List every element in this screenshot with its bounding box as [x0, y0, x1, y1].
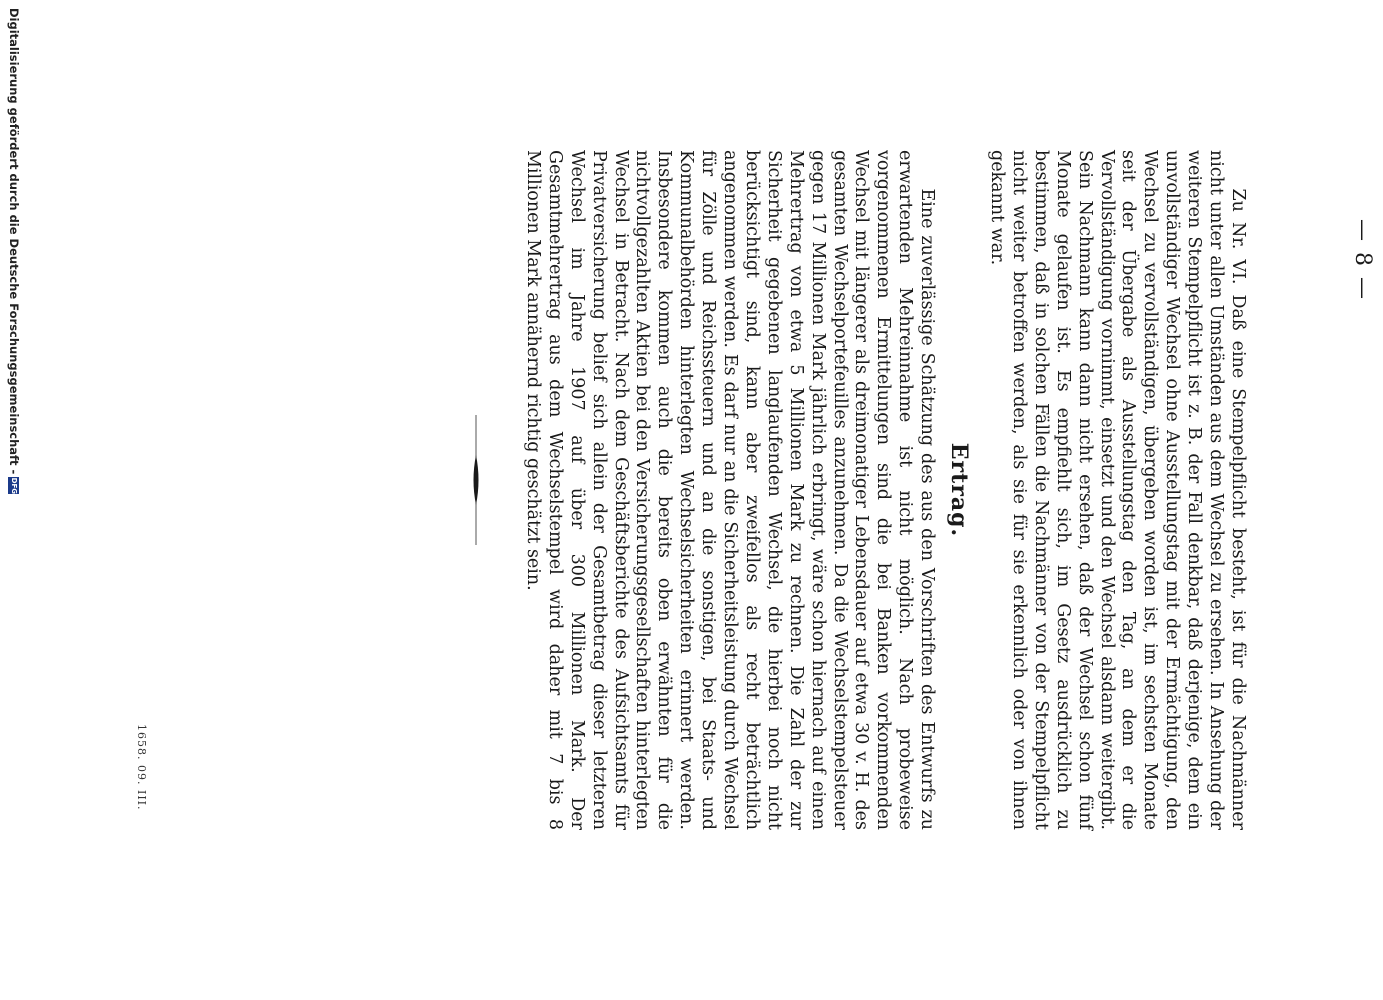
page-number: — 8 —	[1350, 219, 1375, 301]
dfg-logo-icon: DFG	[10, 477, 19, 495]
print-code: 1658. 09. III.	[135, 724, 148, 811]
body-text	[521, 150, 1248, 830]
paragraph-nr-vi: Zu Nr. VI. Daß eine Stempelpflicht besteht, ist für die Nachmänner nicht unter allen Umständen aus dem Wechsel zu ersehen. In Ansehung der weiteren Stempelpflicht ist z. B. der Fall denkbar, daß derjenige, dem ein unvollständiger Wechsel ohne Ausstellungstag mit der Ermächtigung, den Wechsel zu vervollständigen, übergeben worden ist, im sechsten Monate seit der Übergabe als Ausstellungstag den Tag, an dem er die Vervollständigung vornimmt, einsetzt und den Wechsel alsdann weitergibt. Sein Nachmann kann dann nicht ersehen, daß der Wechsel schon fünf Monate gelaufen ist. Es empfiehlt sich, im Gesetz ausdrücklich zu bestimmen, daß in solchen Fällen die Nachmänner von der Stempelpflicht nicht weiter betroffen werden, als sie für sie erkennlich oder von ihnen gekannt war.	[987, 150, 1248, 830]
paragraph-ertrag: Eine zuverlässige Schätzung des aus den Vorschriften des Entwurfs zu erwartenden Mehreinnahme ist nicht möglich. Nach probeweise vorgenommenen Ermittelungen sind die bei Banken vorkommenden Wechsel mit längerer als dreimonatiger Lebensdauer auf etwa 30 v. H. des gesamten Wechselportefeuilles anzunehmen. Da die Wechselstempelsteuer gegen 17 Millionen Mark jährlich erbringt, wäre schon hiernach auf einen Mehrertrag von etwa 5 Millionen Mark zu rechnen. Die Zahl der zur Sicherheit gegebenen langlaufenden Wechsel, die hierbei noch nicht berücksichtigt sind, kann aber zweifellos als recht beträchtlich angenommen werden. Es darf nur an die Sicherheitsleistung durch Wechsel für Zölle und Reichssteuern und an die sonstigen, bei Staats- und Kommunalbehörden hinterlegten Wechselsicherheiten erinnert werden. Insbesondere kommen auch die bereits oben erwähnten für die nichtvollgezahlten Aktien bei den Versicherungsgesellschaften hinterlegten Wechsel in Betracht. Nach dem Geschäftsberichte des Aufsichtsamts für Privatversicherung belief sich allein der Gesamtbetrag dieser letzteren Wechsel im Jahre 1907 auf über 300 Millionen Mark. Der Gesamtmehrertrag aus dem Wechselstempel wird daher mit 7 bis 8 Millionen Mark annähernd richtig geschätzt sein.	[522, 150, 938, 830]
digitization-footer	[7, 8, 21, 494]
ornament-rule-icon	[469, 415, 483, 545]
section-heading: Ertrag.	[946, 442, 973, 538]
footer-text: Digitalisierung gefördert durch die Deutsche Forschungsgemeinschaft -	[7, 8, 21, 475]
